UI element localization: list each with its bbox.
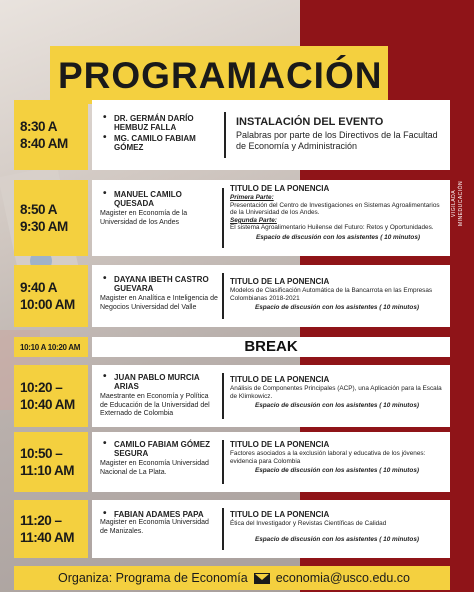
part-label: Segunda Parte:	[230, 216, 277, 224]
session-time	[14, 180, 88, 256]
speaker-name: • DR. GERMÁN DARÍO HEMBUZ FALLA	[100, 114, 218, 132]
divider	[222, 373, 224, 419]
speaker-name: • FABIAN ADAMES PAPA	[100, 510, 218, 519]
talk-title: TITULO DE LA PONENCIA	[230, 440, 330, 449]
speaker-affiliation: Magister en Economía Universidad de Manizales.	[100, 519, 209, 535]
time-line: 10:40 AM	[20, 397, 75, 412]
session-card	[92, 365, 450, 427]
time-line: 11:20 –	[20, 513, 62, 528]
session-time	[14, 265, 88, 327]
talk-description: Palabras por parte de los Directivos de la Facultad de Economía y Administración	[236, 130, 438, 151]
time-line: 10:10 A 10:20 AM	[20, 342, 81, 352]
time-line: 11:40 AM	[20, 530, 75, 545]
talk-title: TITULO DE LA PONENCIA	[230, 277, 330, 286]
session-card	[92, 265, 450, 327]
time-line: 8:50 A	[20, 202, 58, 217]
talk-block	[230, 510, 444, 543]
speaker-block	[100, 440, 218, 477]
part-text: El sistema Agroalimentario Huilense del Futuro: Retos y Oportunidades.	[230, 224, 434, 232]
session-card	[92, 180, 450, 256]
talk-description: Modelos de Clasificación Automática de la Bancarrota en las Empresas Colombianas 2018-2021	[230, 287, 433, 302]
talk-title: TITULO DE LA PONENCIA	[230, 375, 330, 384]
speaker-block	[100, 190, 218, 227]
part-text: Presentación del Centro de Investigaciones en Sistemas Agroalimentarios de la Universidad de los Andes.	[230, 201, 440, 217]
session-time	[14, 365, 88, 427]
contact-email[interactable]: economia@usco.edu.co	[275, 571, 410, 585]
discussion-note: Espacio de discusión con los asistentes ( 10 minutos)	[255, 233, 421, 241]
speaker-affiliation: Maestrante en Economía y Política de Educación de la Universidad del Externado de Colombia	[100, 393, 210, 417]
discussion-note: Espacio de discusión con los asistentes ( 10 minutos)	[254, 467, 420, 475]
part-label: Primera Parte:	[230, 194, 274, 201]
discussion-note: Espacio de discusión con los asistentes ( 10 minutos)	[254, 402, 420, 410]
talk-title: TITULO DE LA PONENCIA	[230, 184, 330, 193]
session-card	[92, 432, 450, 492]
discussion-note: Espacio de discusión con los asistentes ( 10 minutos)	[254, 535, 420, 543]
time-line: 8:30 A	[20, 119, 58, 134]
organizer-text: Organiza: Programa de Economía	[58, 571, 248, 585]
speaker-name: • DAYANA IBETH CASTRO GUEVARA	[100, 275, 218, 293]
page-title: PROGRAMACIÓN	[58, 55, 383, 96]
speaker-block	[100, 373, 218, 419]
mail-icon	[254, 573, 270, 584]
time-line: 9:30 AM	[20, 219, 68, 234]
session-time	[14, 500, 88, 558]
speaker-name: • CAMILO FABIAM GÓMEZ SEGURA	[100, 440, 218, 458]
discussion-note: Espacio de discusión con los asistentes ( 10 minutos)	[254, 304, 420, 312]
divider	[222, 440, 224, 484]
divider	[222, 273, 224, 319]
speaker-affiliation: Magister en Economía Universidad Nacional de La Plata.	[100, 460, 209, 476]
break-card: BREAK	[92, 337, 450, 357]
time-line: 11:10 AM	[20, 463, 75, 478]
talk-title: INSTALACIÓN DEL EVENTO	[236, 116, 384, 128]
talk-block	[230, 440, 444, 475]
time-line: 10:00 AM	[20, 297, 75, 312]
speaker-name: • MG. CAMILO FABIAM GÓMEZ	[100, 134, 218, 152]
time-line: 10:50 –	[20, 446, 63, 461]
session-card	[92, 100, 450, 170]
time-line: 10:20 –	[20, 380, 63, 395]
talk-block	[230, 375, 444, 410]
talk-block	[230, 184, 446, 242]
speaker-affiliation: Magister en Analítica e Inteligencia de Negocios Universidad del Valle	[100, 295, 218, 311]
talk-description: Factores asociados a la exclusión laboral y educativa de los jóvenes: evidencia para Colombia	[230, 450, 426, 465]
divider	[222, 188, 224, 248]
session-card	[92, 500, 450, 558]
session-time	[14, 432, 88, 492]
speaker-block	[100, 510, 218, 536]
time-line: 8:40 AM	[20, 136, 68, 151]
talk-block	[230, 277, 444, 312]
footer-bar	[14, 566, 450, 590]
time-line: 9:40 A	[20, 280, 58, 295]
speaker-block	[100, 114, 218, 152]
speaker-affiliation: Magister en Economía de la Universidad de los Andes	[100, 210, 188, 226]
session-time	[14, 100, 88, 170]
speaker-name: • JUAN PABLO MURCIA ARIAS	[100, 373, 218, 391]
divider	[224, 112, 226, 158]
speaker-name: • MANUEL CAMILO QUESADA	[100, 190, 218, 208]
talk-description: Análisis de Componentes Principales (ACP), una Aplicación para la Escala de Klimkowicz.	[230, 385, 442, 400]
talk-block	[236, 116, 441, 152]
divider	[222, 508, 224, 550]
session-time	[14, 337, 88, 357]
speaker-block	[100, 275, 218, 312]
vigilada-label: VIGILADA MINEDUCACIÓN	[451, 180, 464, 226]
talk-title: TITULO DE LA PONENCIA	[230, 510, 330, 519]
talk-description: Ética del Investigador y Revistas Científicas de Calidad	[230, 520, 387, 527]
